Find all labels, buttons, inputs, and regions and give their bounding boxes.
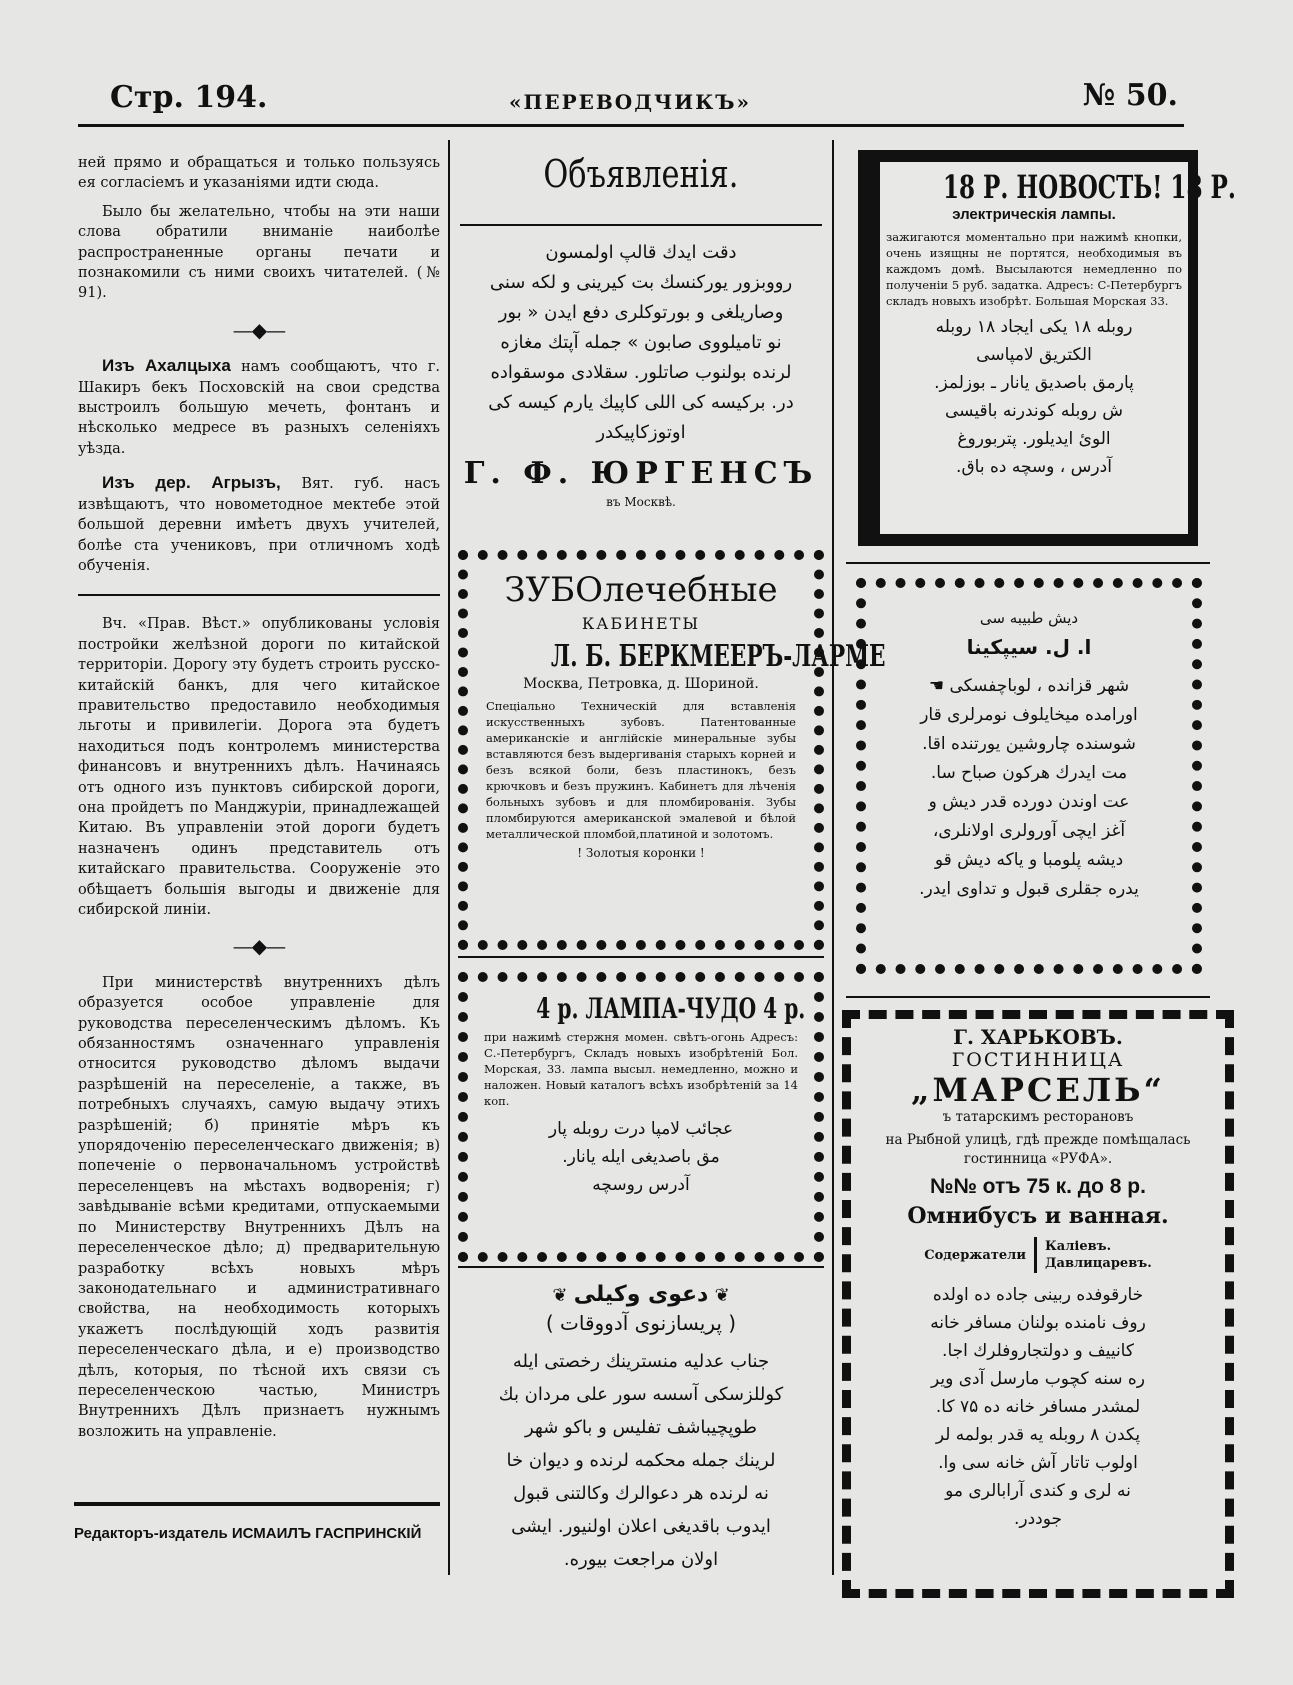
dentist-ad [856,578,1202,974]
header-rule [78,124,1184,127]
section-rule [458,956,824,958]
hotel-location: на Рыбной улицѣ, гдѣ прежде помѣщалась гостинница «РУФА». [885,1132,1191,1167]
jurgens-arabic-text: دقت ایدك قالپ اولمسون رووبزور یورکنسك بت کیرینی و لکه سنی وصاریلغی و بورتوکلری دفع ایدن « بور نو تامیلووی صابون » جمله آپتك مغازه لرنده بولنوب صاتلور. سقلادی موسقواده در. برکیسه کی اللی کاپیك یارم کیسه کی اوتوزکاپیکدر [488,242,794,443]
lamp-wonder-ad [458,972,824,1262]
dental-subtitle: КАБИНЕТЫ [581,614,701,633]
editor-rule [74,1502,440,1506]
section-rule [846,562,1210,564]
dental-address: Москва, Петровка, д. Шориной. [523,676,759,692]
ornament-divider: —◆— [232,934,286,959]
dentist-arabic-text: دیش طبیبه سی ا. ل. سیپکینا شهر قزانده ، لوباچفسکی ☚ اورامده میخایلوف نومرلری قار شوسنده چاروشین یورتنده اقا. مت ایدرك هرکون صباح سا. عت اوندن دورده قدر دیش و آغز ایچی آورولری اولانلری، دیشه پلومبا و یاکه دیش قو یدره جقلری قبول و تداوی ایدر. [919,609,1139,899]
news-heading: Изъ Ахалцыха [102,356,231,376]
lawyer-subtitle: ( پریسازنوی آدووقات ) [545,1311,737,1335]
lawyer-title: ❦ دعوی وکیلی ❦ [552,1282,730,1307]
hotel-owners: Содержатели Каліевъ. Давлицаревъ. [924,1239,1152,1271]
hotel-prices: №№ отъ 75 к. до 8 р. [930,1175,1146,1198]
left-column [78,153,440,1442]
newspaper-title: «ПЕРЕВОДЧИКЪ» [508,90,751,114]
jurgens-soap-ad [460,238,822,528]
lamp-title: 4 р. ЛАМПА-ЧУДО 4 р. [536,992,806,1025]
pointing-hand-icon: ☚ [928,676,945,696]
hotel-marseille-ad [842,1010,1234,1598]
editor-line: Редакторъ-издатель ИСМАИЛЪ ГАСПРИНСКІЙ [74,1525,422,1542]
novelty-subtitle: электрическія лампы. [952,206,1116,223]
section-rule [458,1266,824,1268]
issue-number: № 50. [1082,78,1178,113]
dental-footer: ! Золотыя коронки ! [577,846,705,860]
electric-lamps-ad [858,150,1236,546]
dental-cabinet-ad [458,550,886,950]
section-rule [460,224,822,226]
news-heading: Изъ дер. Агрызъ, [102,473,281,493]
column-divider-left [448,140,450,1575]
hotel-restaurant: ъ татарскимъ ресторановъ [942,1109,1134,1125]
article-wish: Было бы желательно, чтобы на эти наши слова обратили вниманіе наиболѣе распространенные органы печати и познакомили съ ними своихъ читателей. (№ 91). [78,203,440,302]
jurgens-city: въ Москвѣ. [606,495,676,509]
lawyer-arabic-text: جناب عدلیه منسترینك رخصتی ایله کوللزسکی آسسه سور علی مردان بك طوپچیباشف تفلیس و باکو شهر لرینك جمله محکمه لرنده و دیوان خا نه لرنده هر دعوالرك وکالتنی قبول ایدوب باقدیغی اعلان اولنیور. ایشی اولان مراجعت بیوره. [498,1351,784,1570]
hotel-arabic-text: خارقوفده ربینی جاده ده اولده روف نامنده بولنان مسافر خانه کانییف و دولتجاروفلرك اجا. ره سنه کچوب مارسل آدی ویر لمشدر مسافر خانه ده ۷۵ کا. پکدن ۸ روبله یه قدر بولمه لر اولوب تاتار آش خانه سی وا. نه لری و کندی آرابالری مو جوددر. [930,1285,1146,1529]
jurgens-name: Г. Ф. ЮРГЕНСЪ [463,456,819,491]
novelty-title: 18 Р. НОВОСТЬ! 18 Р. [942,168,1236,206]
hotel-name: „МАРСЕЛЬ“ [911,1071,1165,1109]
news-agryz: Изъ дер. Агрызъ, Вят. губ. насъ извѣщаютъ, что новометодное мектебе этой большой деревни имѣетъ двухъ учителей, болѣе ста учениковъ, при отличномъ ходѣ обученія. [78,473,440,574]
announcements-title: Объявленія. [543,152,739,196]
dental-name: Л. Б. БЕРКМЕЕРЪ-ЛАРМЕ [551,639,886,674]
hotel-city: Г. ХАРЬКОВЪ. [953,1025,1123,1049]
section-rule [846,996,1210,998]
dental-title: ЗУБОлечебные [504,570,778,610]
article-continuation: ней прямо и обращаться и только пользуясь ея согласіемъ и указаніями идти сюда. [78,155,440,192]
hotel-label: ГОСТИННИЦА [951,1049,1125,1071]
news-akhaltsykh: Изъ Ахалцыха намъ сообщаютъ, что г. Шакиръ бекъ Посховскій на свои средства выстроилъ большую мечеть, фонтанъ и нѣсколько медресе въ разныхъ селеніяхъ уѣзда. [78,356,440,457]
lawyer-ad [460,1282,822,1582]
lamp-body: при нажимѣ стержня момен. свѣтъ-огонь Адресъ: С.-Петербургъ, Складъ новыхъ изобрѣтеній Бол. Морская, 33. лампа высыл. немедленно, можно и наложен. Новый каталогъ всѣхъ изобрѣтеній за 14 коп. [484,1030,798,1108]
news-railway: Вч. «Прав. Вѣст.» опубликованы условія постройки желѣзной дороги по китайской территоріи. Дорогу эту будетъ строить русско-китайскій банкъ, для чего китайское правительство предоставило необходимыя льготы и привилегіи. Дорога эта будетъ находиться подъ контролемъ министерства финансовъ и внутреннихъ дѣлъ. Начинаясь отъ одного изъ пунктовъ сибирской дороги, она пройдетъ по Манджуріи, принадлежащей Китаю. Въ управленіи этой дороги будетъ назначенъ одинъ представитель отъ китайскаго правительства. Сооруженіе это обѣщаетъ большія выгоды и движеніе для сибирской линіи. [78,616,440,918]
ornament-divider: —◆— [232,317,286,342]
lamp-arabic-text: عجائب لامپا درت روبله پار مق باصدیغی ایله یانار. آدرس روسچه [548,1119,734,1195]
novelty-arabic-text: روبله ۱۸ یکی ایجاد ۱۸ روبله الکتریق لامپاسی پارمق باصدیق یانار ـ بوزلمز. ش روبله کوندرنه باقیسی الوئ ایدیلور. پتربوروغ آدرس ، وسچه ده باق. [934,317,1134,477]
section-rule [78,594,440,596]
news-ministry: При министерствѣ внутреннихъ дѣлъ образуется особое управленіе для руководства переселенческимъ дѣломъ. Къ обязанностямъ означеннаго управленія относится руководство дѣломъ выдачи разрѣшеній на переселеніе, а также, въ потребныхъ случаяхъ, самую выдачу этихъ разрѣшеній; б) принятіе мѣръ къ упорядоченію переселенческаго движенія; в) попеченіе о первоначальномъ устройствѣ переселенцевъ на мѣстахъ водворенія; г) завѣдываніе всѣми кредитами, отпускаемыми по Министерству Внутреннихъ Дѣлъ на переселенческое дѣло; д) предварительную разработку всѣхъ новыхъ мѣръ законодательнаго и административнаго свойства, на необходимость которыхъ укажетъ послѣдующій ходъ развитія переселенческаго дѣла, и е) производство дѣлъ, которыя, по тѣсной ихъ связи съ переселенческою частью, Министръ Внутреннихъ Дѣлъ признаетъ нужнымъ возложить на управленіе. [78,974,440,1440]
dental-body: Спеціально Техническій для вставленія искусственныхъ зубовъ. Патентованные американскіе и англійскіе минеральные зубы вставляются безъ выдергиванія старыхъ корней и безъ всякой боли, безъ пластинокъ, безъ крючковъ и безъ пружинъ. Кабинетъ для лѣченія больныхъ зубовъ и для пломбированія. Зубы пломбируются американской эмалевой и бѣлой металлической пломбой,платиной и золотомъ. [486,699,796,841]
page-header [78,70,1182,120]
novelty-body: зажигаются моментально при нажимѣ кнопки, очень изящны не портятся, необходимыя въ каждомъ домѣ. Высылаются немедленно по полученіи 5 руб. задатка. Адресъ: С-Петербургъ складъ новыхъ изобрѣт. Большая Морская 33. [886,230,1182,308]
hotel-services: Омнибусъ и ванная. [907,1203,1169,1229]
page-number: Стр. 194. [110,80,268,115]
column-divider-right [832,140,834,1575]
